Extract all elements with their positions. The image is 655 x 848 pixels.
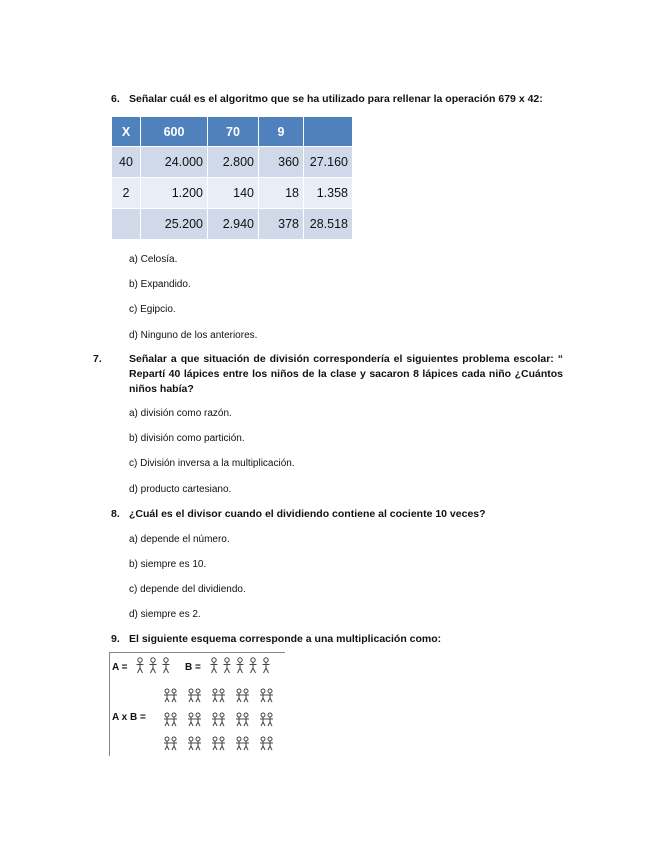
table-cell: 2.940 — [208, 209, 259, 240]
question-7 — [93, 352, 563, 397]
figure-icon — [263, 658, 270, 673]
option-b: b) siempre es 10. — [129, 559, 207, 570]
table-cell: 600 — [141, 117, 208, 147]
option-a: a) Celosía. — [129, 254, 178, 265]
pair-row — [164, 737, 273, 750]
cartesian-product-diagram — [109, 652, 285, 756]
option-a: a) depende el número. — [129, 534, 230, 545]
table-cell: 27.160 — [304, 147, 353, 178]
option-d: d) Ninguno de los anteriores. — [129, 330, 258, 341]
question-text: El siguiente esquema corresponde a una multiplicación como: — [129, 633, 442, 645]
label-a: A = — [112, 662, 128, 673]
question-6 — [111, 92, 563, 107]
table-cell: 360 — [259, 147, 304, 178]
table-header-row — [112, 117, 353, 147]
table-row — [112, 209, 353, 240]
figure-icon — [150, 658, 157, 673]
figure-icon — [224, 658, 231, 673]
table-cell — [112, 209, 141, 240]
table-cell: 140 — [208, 178, 259, 209]
table-cell: 1.358 — [304, 178, 353, 209]
table-cell: 28.518 — [304, 209, 353, 240]
option-b: b) Expandido. — [129, 279, 191, 290]
figure-icon — [250, 658, 257, 673]
table-cell: 378 — [259, 209, 304, 240]
label-axb: A x B = — [112, 712, 146, 723]
algorithm-table — [111, 116, 353, 240]
option-d: d) siempre es 2. — [129, 609, 201, 620]
figure-icon — [211, 658, 218, 673]
option-c: c) depende del dividiendo. — [129, 584, 246, 595]
option-c: c) División inversa a la multiplicación. — [129, 458, 295, 469]
question-number: 9. — [111, 633, 120, 645]
option-c: c) Egipcio. — [129, 304, 176, 315]
option-b: b) división como partición. — [129, 433, 245, 444]
table-cell: 70 — [208, 117, 259, 147]
figure-icon — [137, 658, 144, 673]
question-text: Señalar a que situación de división correspondería el siguientes problema escolar: “ Repartí 40 lápices entre los niños de la clase y sacaron 8 lápices cada niño ¿Cuántos niños había? — [129, 353, 563, 395]
table-cell: 25.200 — [141, 209, 208, 240]
question-9 — [111, 632, 563, 647]
question-text: Señalar cuál es el algoritmo que se ha utilizado para rellenar la operación 679 x 42: — [129, 93, 543, 105]
figure-icon — [163, 658, 170, 673]
table-cell: 9 — [259, 117, 304, 147]
question-number: 7. — [93, 353, 102, 365]
table-cell: 18 — [259, 178, 304, 209]
table-row — [112, 147, 353, 178]
pair-row — [164, 689, 273, 702]
table-cell: X — [112, 117, 141, 147]
question-8 — [111, 507, 563, 522]
table-cell: 1.200 — [141, 178, 208, 209]
table-cell — [304, 117, 353, 147]
question-number: 8. — [111, 508, 120, 520]
table-cell: 24.000 — [141, 147, 208, 178]
pair-row — [164, 713, 273, 726]
question-text: ¿Cuál es el divisor cuando el dividiendo contiene al cociente 10 veces? — [129, 508, 486, 520]
table-cell: 2 — [112, 178, 141, 209]
option-d: d) producto cartesiano. — [129, 484, 232, 495]
table-row — [112, 178, 353, 209]
option-a: a) división como razón. — [129, 408, 232, 419]
question-number: 6. — [111, 93, 120, 105]
table-cell: 40 — [112, 147, 141, 178]
table-cell: 2.800 — [208, 147, 259, 178]
label-b: B = — [185, 662, 201, 673]
figure-icon — [237, 658, 244, 673]
